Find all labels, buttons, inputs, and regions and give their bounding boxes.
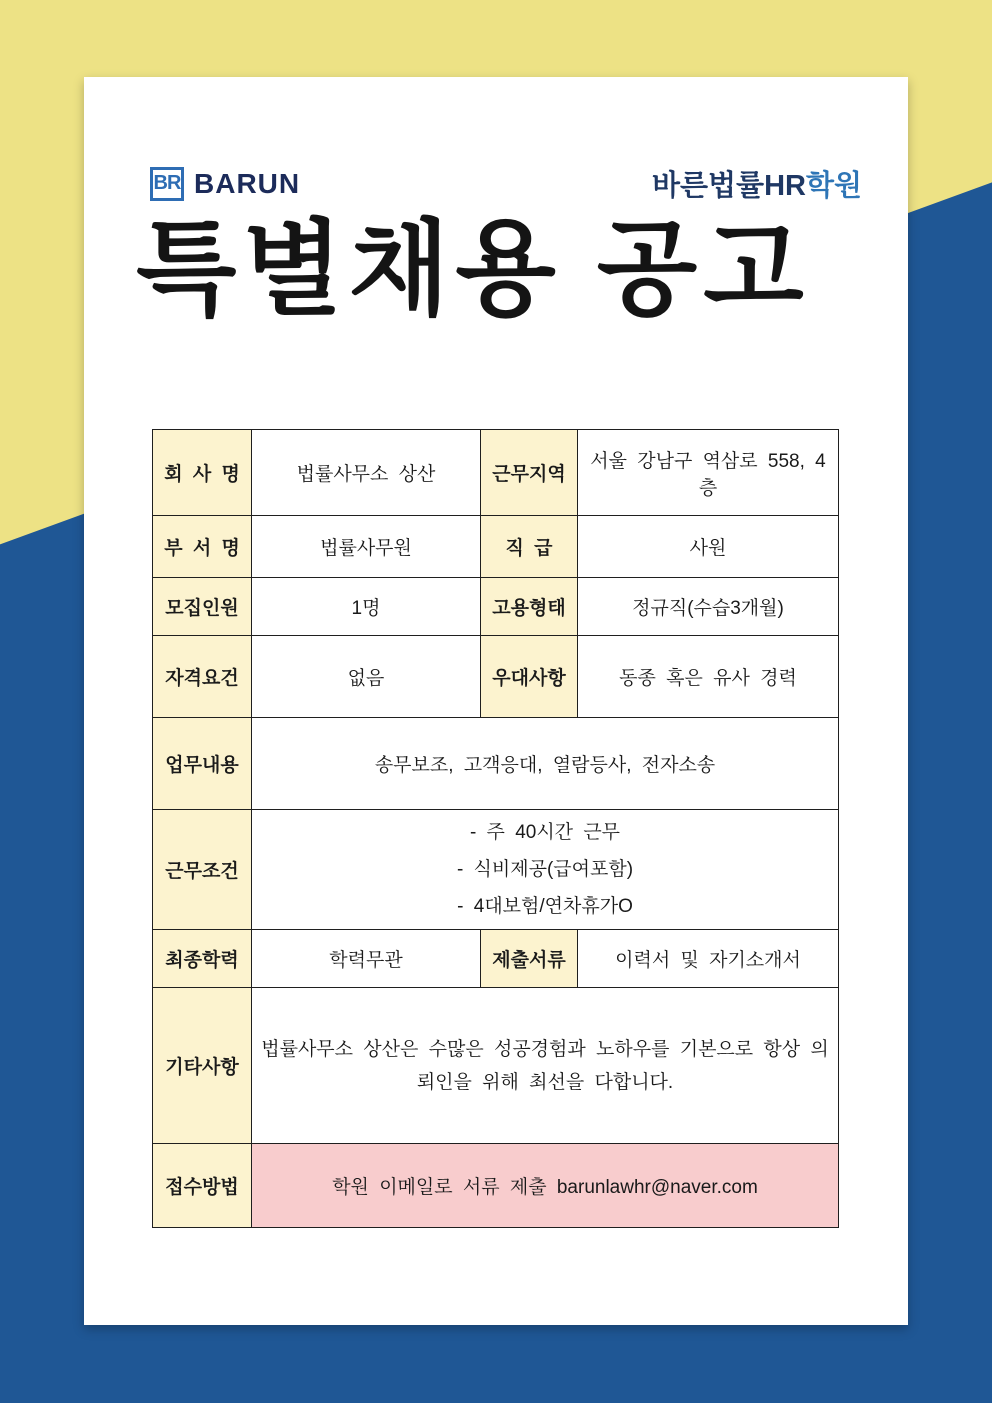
- conditions-value: [252, 810, 839, 930]
- employment-label: 고용형태: [481, 578, 578, 636]
- location-label: 근무지역: [481, 430, 578, 516]
- table-row-company-location: [153, 430, 839, 516]
- qualification-value: 없음: [252, 636, 481, 718]
- condition-item: - 식비제공(급여포함): [456, 859, 634, 880]
- location-value: 서울 강남구 역삼로 558, 4층: [578, 430, 839, 516]
- barun-logo: [150, 167, 300, 201]
- brand-row: [150, 163, 862, 204]
- headcount-value: 1명: [252, 578, 481, 636]
- employment-value: 정규직(수습3개월): [578, 578, 839, 636]
- table-row-etc: [153, 988, 839, 1144]
- academy-name-secondary: 학원: [805, 170, 862, 202]
- preference-label: 우대사항: [481, 636, 578, 718]
- condition-item: - 4대보험/연차휴가O: [457, 896, 633, 917]
- etc-label: 기타사항: [153, 988, 252, 1144]
- department-label: 부 서 명: [153, 516, 252, 578]
- table-row-department-position: [153, 516, 839, 578]
- documents-label: 제출서류: [481, 930, 578, 988]
- condition-item: - 주 40시간 근무: [469, 822, 621, 843]
- barun-logo-text: BARUN: [194, 167, 301, 199]
- table-row-headcount-employment: [153, 578, 839, 636]
- qualification-label: 자격요건: [153, 636, 252, 718]
- etc-value: 법률사무소 상산은 수많은 성공경험과 노하우를 기본으로 항상 의뢰인을 위해 최선을 다합니다.: [252, 988, 839, 1144]
- position-value: 사원: [578, 516, 839, 578]
- page-title: 특별채용 공고: [136, 212, 810, 328]
- apply-label: 접수방법: [153, 1144, 252, 1228]
- table-row-apply: [153, 1144, 839, 1228]
- duties-value: 송무보조, 고객응대, 열람등사, 전자소송: [252, 718, 839, 810]
- table-row-duties: [153, 718, 839, 810]
- poster-page: [84, 77, 908, 1325]
- job-posting-table: [152, 429, 839, 1228]
- barun-logo-icon: [150, 167, 184, 201]
- barun-logo-icon-letters: BR: [153, 172, 181, 194]
- table-row-qualification-preference: [153, 636, 839, 718]
- apply-value: 학원 이메일로 서류 제출 barunlawhr@naver.com: [252, 1144, 839, 1228]
- table-row-conditions: [153, 810, 839, 930]
- education-value: 학력무관: [252, 930, 481, 988]
- company-label: 회 사 명: [153, 430, 252, 516]
- preference-value: 동종 혹은 유사 경력: [578, 636, 839, 718]
- duties-label: 업무내용: [153, 718, 252, 810]
- table-row-education-documents: [153, 930, 839, 988]
- documents-value: 이력서 및 자기소개서: [578, 930, 839, 988]
- conditions-label: 근무조건: [153, 810, 252, 930]
- academy-name-primary: 바른법률HR: [652, 170, 806, 202]
- company-value: 법률사무소 상산: [252, 430, 481, 516]
- education-label: 최종학력: [153, 930, 252, 988]
- position-label: 직 급: [481, 516, 578, 578]
- headcount-label: 모집인원: [153, 578, 252, 636]
- department-value: 법률사무원: [252, 516, 481, 578]
- academy-logo-text: [652, 163, 862, 204]
